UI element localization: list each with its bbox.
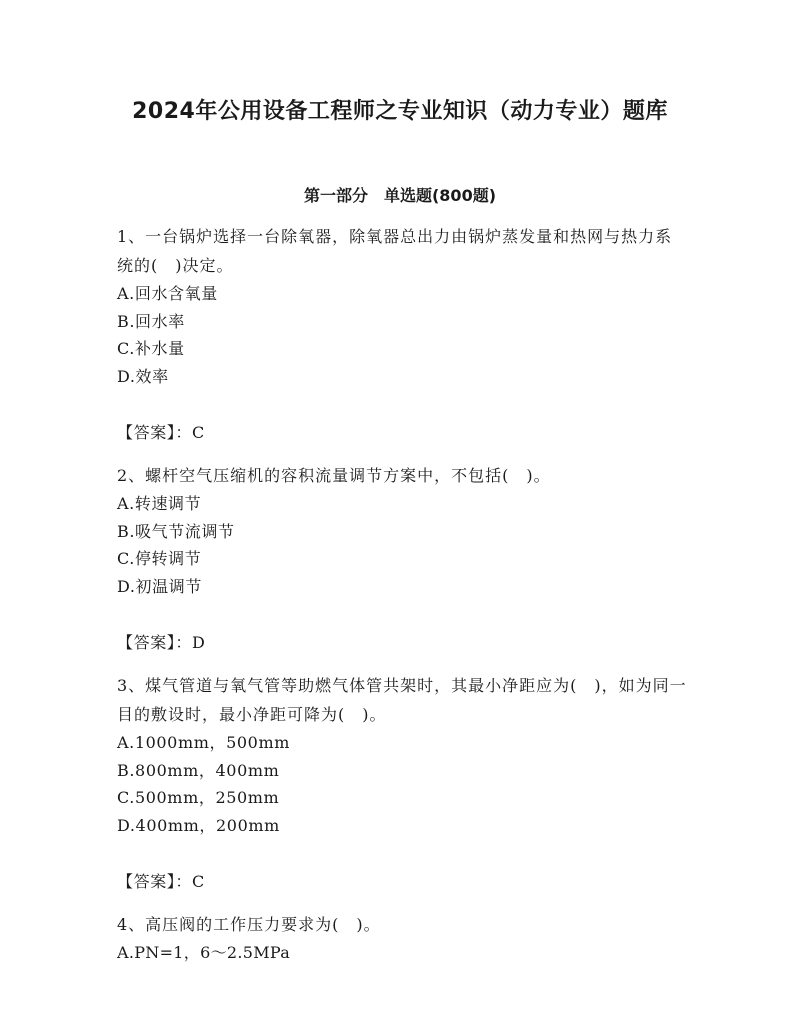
option-d: D.400mm，200mm [117, 815, 280, 835]
question-item [117, 671, 687, 896]
answer-line: 【答案】：C [117, 423, 205, 442]
section-heading: 第一部分 单选题(800题) [303, 186, 497, 205]
question-stem: 3、煤气管道与氧气管等助燃气体管共架时，其最小净距应为( )，如为同一目的敷设时，最小净距可降为( )。 [117, 676, 687, 724]
option-a: A.PN=1，6～2.5MPa [117, 943, 291, 962]
option-b: B.回水率 [117, 311, 185, 331]
answer-line: 【答案】：C [117, 872, 205, 891]
option-c: C.补水量 [117, 339, 185, 358]
option-c: C.500mm，250mm [117, 788, 280, 807]
question-item [117, 910, 687, 967]
question-item [117, 222, 687, 447]
option-a: A.回水含氧量 [117, 284, 218, 303]
question-item [117, 461, 687, 657]
answer-line: 【答案】：D [117, 633, 206, 652]
option-a: A.转速调节 [117, 494, 202, 513]
document-title: 2024年公用设备工程师之专业知识（动力专业）题库 [132, 99, 668, 124]
option-c: C.停转调节 [117, 549, 202, 568]
question-stem: 4、高压阀的工作压力要求为( )。 [117, 915, 381, 934]
question-stem: 1、一台锅炉选择一台除氧器，除氧器总出力由锅炉蒸发量和热网与热力系统的( )决定。 [117, 227, 673, 275]
option-d: D.效率 [117, 366, 169, 386]
option-d: D.初温调节 [117, 576, 202, 596]
option-a: A.1000mm，500mm [117, 733, 290, 752]
option-b: B.800mm，400mm [117, 760, 280, 780]
question-stem: 2、螺杆空气压缩机的容积流量调节方案中，不包括( )。 [117, 466, 551, 485]
option-b: B.吸气节流调节 [117, 521, 235, 541]
question-list [117, 222, 687, 967]
